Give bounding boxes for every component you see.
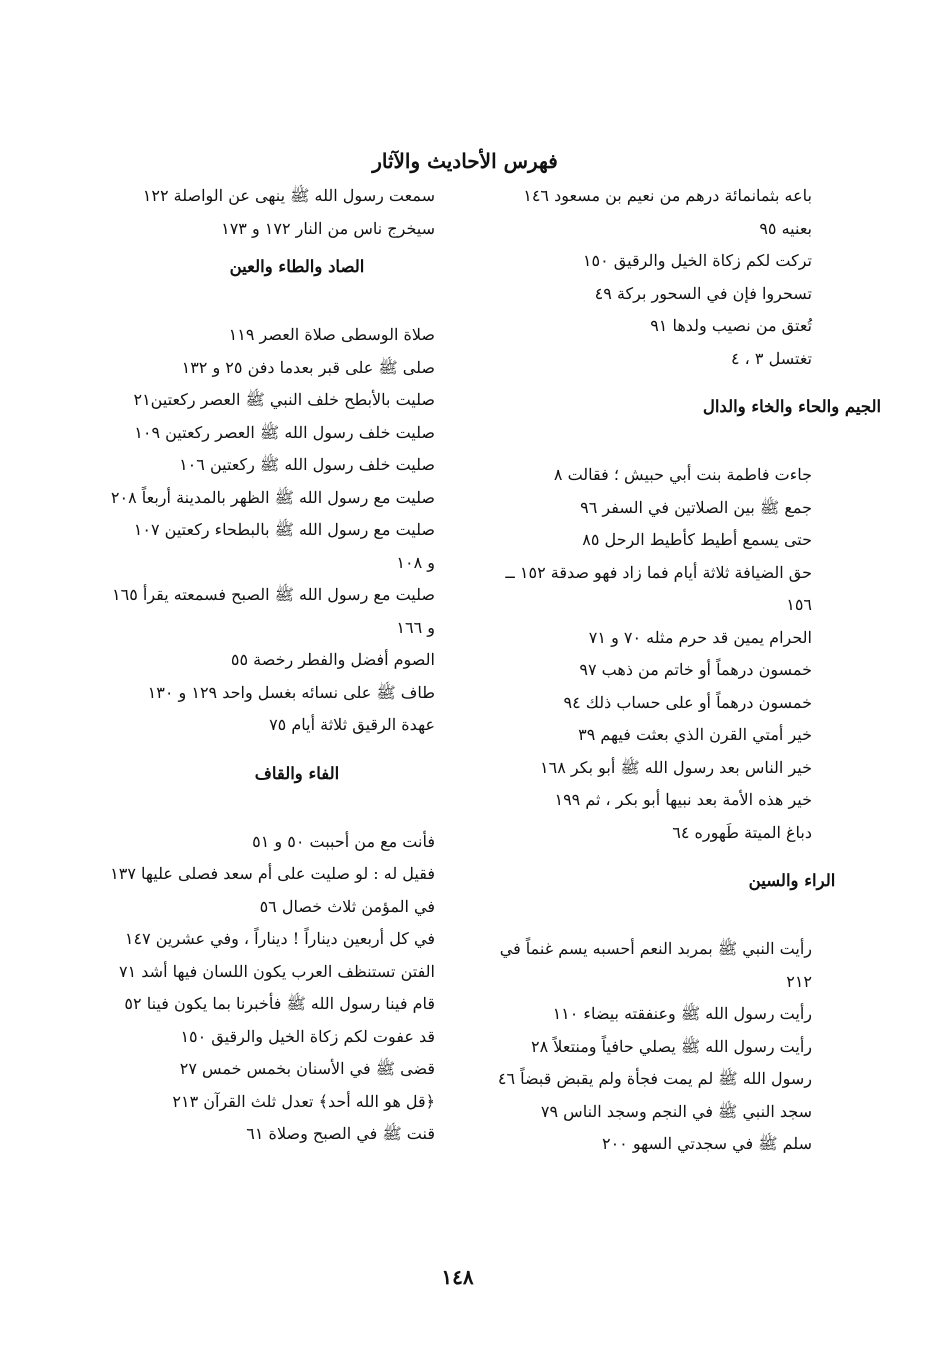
index-entry: الصوم أفضل والفطر رخصة ٥٥ — [230, 650, 435, 669]
index-entry: فقيل له : لو صليت على أم سعد فصلى عليها ١٣٧ — [110, 864, 435, 883]
index-entry: خير أمتي القرن الذي بعثت فيهم ٣٩ — [578, 725, 812, 744]
index-entry: قام فينا رسول الله ﷺ فأخبرنا بما يكون فينا ٥٢ — [124, 994, 435, 1013]
page-title: فهرس الأحاديث والآثار — [372, 149, 558, 173]
left-column — [35, 180, 435, 1151]
index-entry: صلى ﷺ على قبر بعدما دفن ٢٥ و ١٣٢ — [181, 357, 435, 377]
index-entry: صليت بالأبطح خلف النبي ﷺ العصر ركعتين٢١ — [133, 390, 435, 409]
entry-list-sad — [35, 319, 435, 742]
section-heading-sad: الصاد والطاء والعين — [229, 257, 365, 276]
index-entry: باعه بثمانمائة درهم من نعيم بن مسعود ١٤٦ — [523, 186, 812, 205]
index-entry: سلم ﷺ في سجدتي السهو ٢٠٠ — [601, 1134, 812, 1153]
index-entry: صليت مع رسول الله ﷺ بالبطحاء ركعتين ١٠٧ — [133, 520, 435, 539]
index-entry: صليت مع رسول الله ﷺ الصبح فسمعته يقرأ ١٦٥ — [112, 585, 435, 604]
index-entry: صلاة الوسطى صلاة العصر ١١٩ — [228, 325, 435, 344]
entry-list-ra — [412, 933, 812, 1161]
index-entry: صليت مع رسول الله ﷺ الظهر بالمدينة أربعاً ٢٠٨ — [110, 487, 435, 507]
index-entry: جمع ﷺ بين الصلاتين في السفر ٩٦ — [580, 497, 812, 517]
index-entry: دباغ الميتة طَهوره ٦٤ — [672, 822, 812, 842]
index-entry: رأيت رسول الله ﷺ وعنفقته بيضاء ١١٠ — [552, 1004, 812, 1023]
entry-list-jim — [412, 459, 812, 849]
index-entry-continuation: و ١٠٨ — [396, 552, 435, 572]
index-entry: قد عفوت لكم زكاة الخيل والرقيق ١٥٠ — [180, 1026, 435, 1046]
index-entry: في المؤمن ثلاث خصال ٥٦ — [259, 896, 435, 916]
index-entry: طاف ﷺ على نسائه بغسل واحد ١٢٩ و ١٣٠ — [147, 682, 435, 702]
entry-list-ba-ta — [412, 180, 812, 375]
index-entry: سمعت رسول الله ﷺ ينهى عن الواصلة ١٢٢ — [142, 186, 435, 205]
section-heading-jim: الجيم والحاء والخاء والدال — [702, 397, 882, 416]
index-entry: بعنيه ٩٥ — [759, 218, 812, 238]
index-entry: رسول الله ﷺ لم يمت فجأة ولم يقبض قبضاً ٤٦ — [497, 1069, 812, 1088]
index-entry: قنت ﷺ في الصبح وصلاة ٦١ — [246, 1124, 435, 1143]
right-column — [412, 180, 882, 1161]
index-entry: خير هذه الأمة بعد نبيها أبو بكر ، ثم ١٩٩ — [554, 790, 812, 809]
entry-list-sin — [35, 180, 435, 245]
index-entry: صليت خلف رسول الله ﷺ العصر ركعتين ١٠٩ — [134, 422, 435, 442]
index-entry: في كل أربعين ديناراً ! ديناراً ، وفي عشرين ١٤٧ — [124, 929, 435, 948]
entry-list-fa — [35, 826, 435, 1151]
index-entry: تركت لكم زكاة الخيل والرقيق ١٥٠ — [582, 251, 812, 270]
index-entry: سجد النبي ﷺ في النجم وسجد الناس ٧٩ — [540, 1101, 812, 1121]
page-number: ١٤٨ — [441, 1265, 474, 1289]
index-entry: تسحروا فإن في السحور بركة ٤٩ — [594, 283, 812, 303]
index-entry: خمسون درهماً أو خاتم من ذهب ٩٧ — [579, 660, 812, 679]
index-entry: رأيت رسول الله ﷺ يصلي حافياً ومنتعلاً ٢٨ — [531, 1036, 812, 1056]
index-entry: ﴿قل هو الله أحد﴾ تعدل ثلث القرآن ٢١٣ — [172, 1091, 435, 1111]
index-entry-continuation: ٢١٢ — [786, 971, 812, 991]
index-entry: خمسون درهماً أو على حساب ذلك ٩٤ — [563, 692, 812, 712]
index-entry: سيخرج ناس من النار ١٧٢ و ١٧٣ — [221, 218, 435, 238]
index-entry: حق الضيافة ثلاثة أيام فما زاد فهو صدقة ١٥٢ ــ — [505, 562, 812, 582]
section-heading-fa: الفاء والقاف — [254, 763, 340, 783]
index-entry: تُعتق من نصيب ولدها ٩١ — [650, 316, 812, 335]
section-heading-ra: الراء والسين — [748, 871, 836, 890]
index-entry-continuation: ١٥٦ — [786, 595, 812, 614]
index-entry: الفتن تستنظف العرب يكون اللسان فيها أشد ٧١ — [118, 961, 435, 981]
index-entry: جاءت فاطمة بنت أبي حبيش ؛ فقالت ٨ — [553, 465, 812, 484]
index-entry: صليت خلف رسول الله ﷺ ركعتين ١٠٦ — [179, 455, 435, 474]
index-entry: عهدة الرقيق ثلاثة أيام ٧٥ — [269, 715, 435, 734]
index-entry: خير الناس بعد رسول الله ﷺ أبو بكر ١٦٨ — [540, 757, 812, 777]
index-entry: تغتسل ٣ ، ٤ — [730, 348, 812, 368]
index-entry: فأنت مع من أحببت ٥٠ و ٥١ — [252, 831, 435, 851]
index-entry-continuation: و ١٦٦ — [396, 617, 435, 637]
index-entry: حتى يسمع أطيط كأطيط الرحل ٨٥ — [582, 530, 812, 549]
index-entry: الحرام يمين قد حرم مثله ٧٠ و ٧١ — [588, 627, 812, 647]
index-entry: قضى ﷺ في الأسنان بخمس خمس ٢٧ — [179, 1059, 435, 1078]
index-entry: رأيت النبي ﷺ بمربد النعم أحسبه يسم غنماً في — [499, 939, 812, 958]
